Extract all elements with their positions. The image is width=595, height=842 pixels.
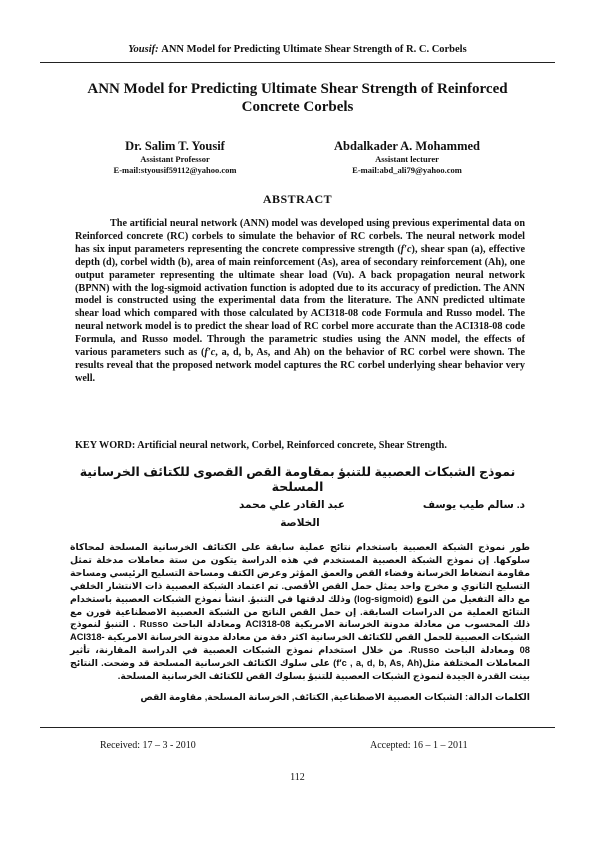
running-header (40, 44, 555, 55)
fc-symbol: f′c (400, 243, 412, 255)
page-number: 112 (290, 772, 305, 783)
abstract-heading: ABSTRACT (262, 192, 333, 206)
received-date: Received: 17 – 3 - 2010 (100, 740, 196, 751)
running-header-title: ANN Model for Predicting Ultimate Shear Strength of R. C. Corbels (161, 44, 467, 55)
author-role: Assistant lecturer (375, 154, 439, 164)
author-block-2 (322, 138, 492, 176)
author-email: E-mail:abd_ali79@yahoo.com (352, 165, 462, 175)
arabic-abstract-paragraph: طور نموذج الشبكة العصبية باستخدام نتائج عملية سابقة على الكتائف الخرسانية المسلحة لمحاكاة سلوكها. إن نموذج الشبكة العصبية المستخدم في هذه الدراسة يتكون من ستة معاملات مدخلة تمثل مقاومة انضغاط الخرسانة وفضاء القص والعمق المؤثر وعرض الكتف ومساحة التسليح الرئيسي ومساحة التسليح الثانوي و مخرج واحد يمثل حمل القص الأقصى. تم اعتماد الشبكة العصبية ذات الانتشار الخلفي مع دالة التفعيل من النوع (log-sigmoid) وذلك لدقتها في التنبؤ. انشأ نموذج الشبكات العصبية باستخدام النتائج العملية من الدراسات السابقة. إن حمل القص الناتج من الشبكة العصبية الاصطناعية قورن مع ذلك المحسوب من معادلة مدونة الخرسانة الامريكية ACI318-08 ومعادلة الباحث Russo . التنبؤ لنموذج الشبكات العصبية للحمل القص للكتائف الخرسانية اكثر دقة من معادلة مدونة الخرسانة الامريكية ACI318-08 ومعادلة الباحث Russo. من خلال استخدام نموذج الشبكات العصبية في الدراسة المقارنة، تأثير المعاملات المختلفة مثل(f′c , a, d, b, As, Ah) على سلوك الكتائف الخرسانية المسلحة قد وضحت. النتائج بينت القدرة الجيدة لنموذج الشبكات العصبية للتنبؤ بسلوك القص للكتائف الخرسانية المسلحة. (70, 542, 530, 682)
arabic-author-2: عبد القادر علي محمد (238, 499, 345, 511)
footer-divider (40, 727, 555, 728)
author-name: Abdalkader A. Mohammed (334, 139, 480, 153)
fc-symbol: f′c (204, 347, 216, 359)
arabic-title: نموذج الشبكات العصبية للتنبؤ بمقاومة القص القصوى للكتائف الخرسانية المسلحة (79, 465, 516, 494)
author-email: E-mail:styousif59112@yahoo.com (113, 165, 237, 175)
header-divider (40, 62, 555, 63)
paper-title-line-2: Concrete Corbels (241, 99, 354, 115)
arabic-author-1: د. سالم طيب يوسف (422, 499, 525, 511)
keywords: KEY WORD: Artificial neural network, Corbel, Reinforced concrete, Shear Strength. (75, 440, 447, 451)
author-name: Dr. Salim T. Yousif (125, 139, 225, 153)
arabic-abstract-heading: الخلاصة (280, 517, 320, 529)
paper-title (60, 80, 535, 116)
author-role: Assistant Professor (140, 154, 210, 164)
abstract-paragraph (75, 218, 525, 386)
arabic-keywords: الكلمات الدالة: الشبكات العصبية الاصطناعية, الكتائف, الخرسانة المسلحة, مقاومة القص (140, 692, 530, 702)
abstract-text-part-3: , a, d, b, As, and Ah) on the behavior of RC corbel were shown. The results reveal that the proposed network model captures the RC corbel underlying shear behavior very well. (75, 347, 525, 384)
paper-title-line-1: ANN Model for Predicting Ultimate Shear Strength of Reinforced (87, 81, 508, 97)
author-block-1 (90, 138, 260, 176)
accepted-date: Accepted: 16 – 1 – 2011 (370, 740, 468, 751)
running-header-author: Yousif: (128, 44, 159, 55)
abstract-text-part-2: ), shear span (a), effective depth (d), corbel width (b), area of main reinforcement (As), area of secondary reinforcement (Ah), one output parameter representing the ultimate shear load (Vu). A back propagation neural network (BPNN) with the log-sigmoid activation function is adopted due to its accuracy of prediction. The ANN model is constructed using the experimental data from the literature. The ANN predicted ultimate shear load which compared with those calculated by ACI318-08 code Formula and Russo model. The neural network model is to predict the shear load of RC corbel more accurate than the ACI318-08 code Formula, and Russo model. Through the parametric studies using the ANN model, the effects of various parameters such as ( (75, 243, 525, 359)
abstract-text-part-1: The artificial neural network (ANN) model was developed using previous experimental data on Reinforced concrete (RC) corbels to simulate the behavior of RC corbels. The neural network model has six input parameters representing the concrete compressive strength ( (75, 218, 525, 255)
